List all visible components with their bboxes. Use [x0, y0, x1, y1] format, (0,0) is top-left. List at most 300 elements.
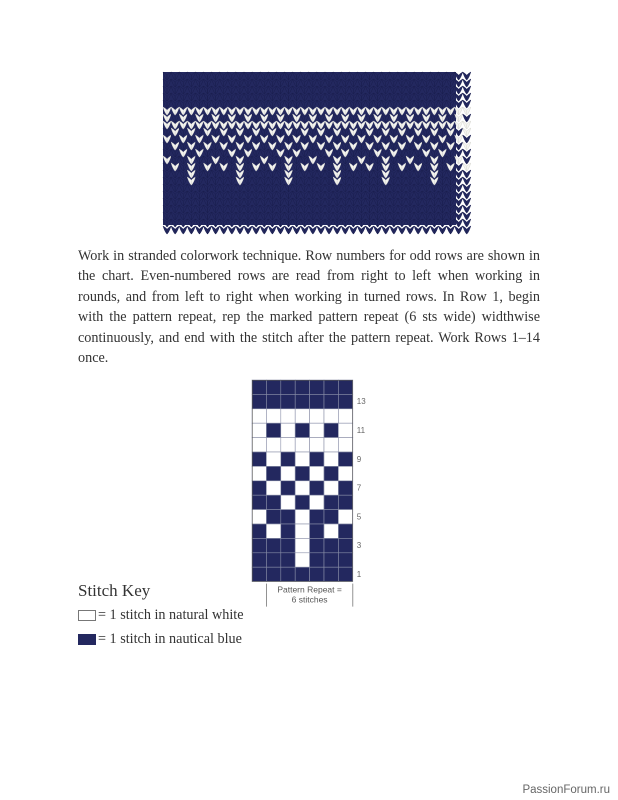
knit-stitch — [321, 93, 325, 101]
knit-stitch — [402, 191, 406, 199]
knit-stitch — [345, 128, 349, 136]
knit-stitch — [353, 212, 357, 220]
knit-stitch — [305, 142, 309, 150]
knit-stitch — [293, 142, 297, 150]
knit-stitch — [406, 128, 410, 136]
knit-stitch — [187, 72, 191, 80]
knit-stitch — [451, 128, 455, 136]
knit-stitch — [187, 156, 191, 164]
knit-stitch — [402, 93, 406, 101]
knit-stitch — [289, 114, 293, 122]
knit-stitch — [410, 205, 414, 213]
knit-stitch — [349, 170, 353, 178]
knit-stitch — [204, 184, 208, 192]
knit-stitch — [317, 149, 321, 157]
knit-stitch — [268, 135, 272, 143]
knit-stitch — [390, 114, 394, 122]
knit-stitch — [406, 226, 410, 234]
knit-stitch — [167, 191, 171, 199]
knit-stitch — [240, 212, 244, 220]
knit-stitch — [293, 149, 297, 157]
knit-stitch — [187, 135, 191, 143]
knit-stitch — [422, 170, 426, 178]
knit-stitch — [317, 212, 321, 220]
knit-stitch — [309, 149, 313, 157]
knit-stitch — [410, 114, 414, 122]
knit-stitch — [382, 219, 386, 227]
knit-stitch — [361, 205, 365, 213]
knit-stitch — [357, 79, 361, 87]
knit-stitch — [406, 107, 410, 115]
knit-stitch — [268, 142, 272, 150]
knit-stitch — [430, 226, 434, 234]
knit-stitch — [321, 149, 325, 157]
knit-stitch — [252, 135, 256, 143]
chart-cell — [295, 481, 309, 495]
knit-stitch — [183, 121, 187, 129]
knit-stitch — [272, 72, 276, 80]
knit-stitch — [459, 156, 463, 164]
knit-stitch — [276, 72, 280, 80]
knit-stitch — [199, 149, 203, 157]
knit-stitch — [463, 93, 467, 101]
knit-stitch — [349, 219, 353, 227]
knit-stitch — [410, 107, 414, 115]
knit-stitch — [191, 86, 195, 94]
knit-stitch — [216, 114, 220, 122]
knit-stitch — [382, 184, 386, 192]
knit-stitch — [390, 226, 394, 234]
knit-stitch — [426, 219, 430, 227]
knit-stitch — [305, 79, 309, 87]
chart-cell — [281, 481, 295, 495]
knit-stitch — [341, 72, 345, 80]
knit-stitch — [390, 142, 394, 150]
knit-stitch — [187, 191, 191, 199]
knit-stitch — [329, 142, 333, 150]
knit-stitch — [455, 226, 459, 234]
knit-stitch — [463, 107, 467, 115]
knit-stitch — [175, 128, 179, 136]
knit-stitch — [163, 163, 167, 171]
knit-stitch — [353, 191, 357, 199]
knit-stitch — [325, 198, 329, 206]
knit-stitch — [272, 100, 276, 108]
knit-stitch — [398, 198, 402, 206]
knit-stitch — [353, 93, 357, 101]
knit-stitch — [244, 100, 248, 108]
knit-stitch — [216, 163, 220, 171]
knit-stitch — [264, 177, 268, 185]
knit-stitch — [357, 107, 361, 115]
knit-stitch — [378, 72, 382, 80]
knit-stitch — [455, 107, 459, 115]
knit-stitch — [163, 219, 167, 227]
knit-stitch — [248, 121, 252, 129]
knit-stitch — [447, 114, 451, 122]
knit-stitch — [402, 149, 406, 157]
knit-stitch — [240, 149, 244, 157]
knit-stitch — [341, 142, 345, 150]
knit-stitch — [418, 184, 422, 192]
knit-stitch — [321, 226, 325, 234]
knit-stitch — [183, 135, 187, 143]
knit-stitch — [455, 149, 459, 157]
knit-stitch — [216, 212, 220, 220]
knit-stitch — [402, 198, 406, 206]
knit-stitch — [329, 219, 333, 227]
knit-stitch — [236, 198, 240, 206]
knit-stitch — [329, 177, 333, 185]
knit-stitch — [232, 135, 236, 143]
knit-stitch — [175, 72, 179, 80]
knit-stitch — [208, 86, 212, 94]
knit-stitch — [325, 184, 329, 192]
knit-stitch — [406, 100, 410, 108]
knit-stitch — [467, 93, 471, 101]
knit-stitch — [329, 198, 333, 206]
knit-stitch — [414, 72, 418, 80]
knit-stitch — [264, 163, 268, 171]
knit-stitch — [228, 156, 232, 164]
knit-stitch — [459, 100, 463, 108]
chart-cell — [338, 423, 352, 437]
knit-stitch — [333, 72, 337, 80]
knit-stitch — [248, 205, 252, 213]
knit-stitch — [337, 149, 341, 157]
knit-stitch — [199, 142, 203, 150]
knit-stitch — [183, 79, 187, 87]
knit-stitch — [199, 191, 203, 199]
knit-stitch — [463, 100, 467, 108]
knit-stitch — [317, 142, 321, 150]
knit-stitch — [204, 72, 208, 80]
knit-stitch — [390, 107, 394, 115]
knit-stitch — [183, 219, 187, 227]
knit-stitch — [422, 219, 426, 227]
knit-stitch — [451, 226, 455, 234]
knit-stitch — [357, 191, 361, 199]
knit-stitch — [382, 212, 386, 220]
knit-stitch — [321, 205, 325, 213]
knit-stitch — [353, 135, 357, 143]
knit-stitch — [220, 121, 224, 129]
knit-stitch — [264, 93, 268, 101]
knit-stitch — [410, 184, 414, 192]
knit-stitch — [398, 142, 402, 150]
knit-stitch — [228, 100, 232, 108]
knit-stitch — [459, 142, 463, 150]
knit-stitch — [442, 226, 446, 234]
knit-stitch — [410, 93, 414, 101]
knit-stitch — [212, 135, 216, 143]
knit-stitch — [179, 79, 183, 87]
knit-stitch — [289, 86, 293, 94]
knit-stitch — [366, 121, 370, 129]
knit-stitch — [442, 149, 446, 157]
chart-cell — [310, 567, 324, 581]
knit-stitch — [179, 156, 183, 164]
chart-cell — [252, 481, 266, 495]
knit-stitch — [390, 93, 394, 101]
knit-stitch — [349, 184, 353, 192]
knit-stitch — [289, 72, 293, 80]
knit-stitch — [199, 107, 203, 115]
knit-stitch — [382, 170, 386, 178]
knit-stitch — [374, 142, 378, 150]
chart-cell — [281, 495, 295, 509]
knit-stitch — [248, 177, 252, 185]
knit-stitch — [386, 177, 390, 185]
knit-stitch — [467, 170, 471, 178]
knit-stitch — [212, 149, 216, 157]
knit-stitch — [438, 184, 442, 192]
knit-stitch — [402, 100, 406, 108]
stitch-key-title: Stitch Key — [78, 581, 151, 600]
knit-stitch — [394, 170, 398, 178]
knit-stitch — [268, 184, 272, 192]
knit-stitch — [268, 100, 272, 108]
knit-stitch — [268, 156, 272, 164]
knit-stitch — [228, 121, 232, 129]
knit-stitch — [333, 100, 337, 108]
knit-stitch — [321, 72, 325, 80]
knit-stitch — [451, 191, 455, 199]
knit-stitch — [406, 72, 410, 80]
knit-stitch — [451, 205, 455, 213]
knit-stitch — [422, 114, 426, 122]
knit-stitch — [195, 163, 199, 171]
knit-stitch — [199, 156, 203, 164]
knit-stitch — [309, 177, 313, 185]
knit-stitch — [410, 142, 414, 150]
knit-stitch — [301, 177, 305, 185]
knit-stitch — [321, 107, 325, 115]
chart-cell — [252, 538, 266, 552]
knit-stitch — [297, 226, 301, 234]
knit-stitch — [208, 205, 212, 213]
knit-stitch — [463, 177, 467, 185]
knit-stitch — [321, 114, 325, 122]
knit-stitch — [451, 163, 455, 171]
knit-stitch — [240, 142, 244, 150]
knit-stitch — [390, 156, 394, 164]
knit-stitch — [378, 184, 382, 192]
knit-stitch — [232, 205, 236, 213]
knit-stitch — [459, 163, 463, 171]
knit-stitch — [438, 149, 442, 157]
knit-stitch — [374, 170, 378, 178]
knit-stitch — [276, 114, 280, 122]
knit-stitch — [224, 86, 228, 94]
knit-stitch — [301, 86, 305, 94]
knit-stitch — [374, 135, 378, 143]
knit-stitch — [317, 86, 321, 94]
knit-stitch — [422, 212, 426, 220]
knit-stitch — [163, 212, 167, 220]
knit-stitch — [260, 226, 264, 234]
knit-stitch — [224, 184, 228, 192]
chart-cell — [281, 438, 295, 452]
knit-stitch — [357, 121, 361, 129]
knit-stitch — [256, 184, 260, 192]
knit-stitch — [232, 79, 236, 87]
knit-stitch — [305, 93, 309, 101]
knit-stitch — [199, 226, 203, 234]
knit-stitch — [167, 198, 171, 206]
knit-stitch — [418, 107, 422, 115]
knit-stitch — [244, 191, 248, 199]
knit-stitch — [297, 128, 301, 136]
knit-stitch — [272, 149, 276, 157]
knit-stitch — [240, 93, 244, 101]
knit-stitch — [390, 128, 394, 136]
knit-stitch — [212, 128, 216, 136]
knit-stitch — [438, 205, 442, 213]
knit-stitch — [398, 114, 402, 122]
knit-stitch — [414, 149, 418, 157]
knit-stitch — [187, 100, 191, 108]
knit-stitch — [244, 184, 248, 192]
knit-stitch — [297, 107, 301, 115]
knit-stitch — [171, 135, 175, 143]
knit-stitch — [224, 205, 228, 213]
chart-cell — [324, 495, 338, 509]
knit-stitch — [374, 212, 378, 220]
knit-stitch — [199, 198, 203, 206]
chart-cell — [266, 481, 280, 495]
knit-stitch — [248, 191, 252, 199]
knit-stitch — [370, 191, 374, 199]
knit-stitch — [402, 79, 406, 87]
knit-stitch — [422, 226, 426, 234]
knit-stitch — [341, 212, 345, 220]
knit-stitch — [208, 107, 212, 115]
knit-stitch — [179, 184, 183, 192]
knit-stitch — [280, 219, 284, 227]
knit-stitch — [220, 205, 224, 213]
knit-stitch — [289, 100, 293, 108]
knit-stitch — [317, 184, 321, 192]
knit-stitch — [333, 170, 337, 178]
chart-row-label: 7 — [356, 483, 362, 493]
knit-stitch — [317, 135, 321, 143]
knit-stitch — [187, 177, 191, 185]
knit-stitch — [236, 163, 240, 171]
knit-stitch — [390, 79, 394, 87]
chart-row-label: 9 — [356, 454, 362, 464]
knit-stitch — [252, 163, 256, 171]
knit-stitch — [463, 163, 467, 171]
knit-stitch — [313, 198, 317, 206]
knit-stitch — [224, 163, 228, 171]
knit-stitch — [208, 156, 212, 164]
knit-stitch — [345, 79, 349, 87]
knit-stitch — [325, 163, 329, 171]
knit-stitch — [297, 205, 301, 213]
knit-stitch — [264, 205, 268, 213]
knit-stitch — [240, 191, 244, 199]
knit-stitch — [337, 163, 341, 171]
knit-stitch — [191, 184, 195, 192]
chart-cell — [281, 524, 295, 538]
knit-stitch — [434, 163, 438, 171]
knit-stitch — [248, 100, 252, 108]
knit-stitch — [402, 205, 406, 213]
knit-stitch — [276, 163, 280, 171]
knit-stitch — [268, 149, 272, 157]
knit-stitch — [414, 142, 418, 150]
knit-stitch — [451, 72, 455, 80]
blue-key-label: = 1 stitch in nautical blue — [98, 631, 242, 647]
knit-stitch — [163, 121, 167, 129]
knit-stitch — [337, 212, 341, 220]
knit-stitch — [361, 149, 365, 157]
knit-stitch — [240, 156, 244, 164]
knit-stitch — [361, 191, 365, 199]
knit-stitch — [285, 177, 289, 185]
knit-stitch — [191, 212, 195, 220]
knit-stitch — [357, 184, 361, 192]
chart-cell — [324, 394, 338, 408]
knit-stitch — [224, 212, 228, 220]
knit-stitch — [293, 156, 297, 164]
knit-stitch — [208, 198, 212, 206]
instructions-text: Work in stranded colorwork technique. Row numbers for odd rows are shown in the chart. Even-numbered rows are read from right to left when working in rounds, and from left to right when working in turned rows. In Row 1, begin with the pattern repeat, rep the marked pattern repeat (6 sts wide) widthwise continuously, and end with the stitch after the pattern repeat. Work Rows 1–14 once. — [78, 248, 540, 367]
knit-stitch — [333, 191, 337, 199]
knit-stitch — [361, 93, 365, 101]
knit-stitch — [187, 86, 191, 94]
knit-stitch — [268, 86, 272, 94]
knit-stitch — [451, 93, 455, 101]
knit-stitch — [289, 135, 293, 143]
knit-stitch — [333, 114, 337, 122]
knit-stitch — [438, 114, 442, 122]
knit-stitch — [199, 79, 203, 87]
knit-stitch — [187, 93, 191, 101]
knit-stitch — [442, 191, 446, 199]
knit-stitch — [341, 149, 345, 157]
knit-stitch — [422, 163, 426, 171]
knit-stitch — [208, 93, 212, 101]
knit-stitch — [301, 170, 305, 178]
knit-stitch — [426, 184, 430, 192]
knit-stitch — [418, 191, 422, 199]
knit-stitch — [256, 79, 260, 87]
knit-stitch — [414, 86, 418, 94]
knit-stitch — [447, 212, 451, 220]
knit-stitch — [280, 93, 284, 101]
knit-stitch — [382, 100, 386, 108]
knit-stitch — [406, 156, 410, 164]
knit-stitch — [317, 156, 321, 164]
knit-stitch — [325, 226, 329, 234]
knit-stitch — [463, 212, 467, 220]
knit-stitch — [195, 128, 199, 136]
knit-stitch — [236, 135, 240, 143]
knit-stitch — [422, 100, 426, 108]
knit-stitch — [442, 79, 446, 87]
knit-stitch — [418, 100, 422, 108]
knit-stitch — [414, 170, 418, 178]
knit-stitch — [175, 191, 179, 199]
knit-stitch — [191, 177, 195, 185]
knit-stitch — [264, 142, 268, 150]
knit-stitch — [434, 184, 438, 192]
knit-stitch — [442, 177, 446, 185]
knit-stitch — [163, 205, 167, 213]
knit-stitch — [434, 86, 438, 94]
